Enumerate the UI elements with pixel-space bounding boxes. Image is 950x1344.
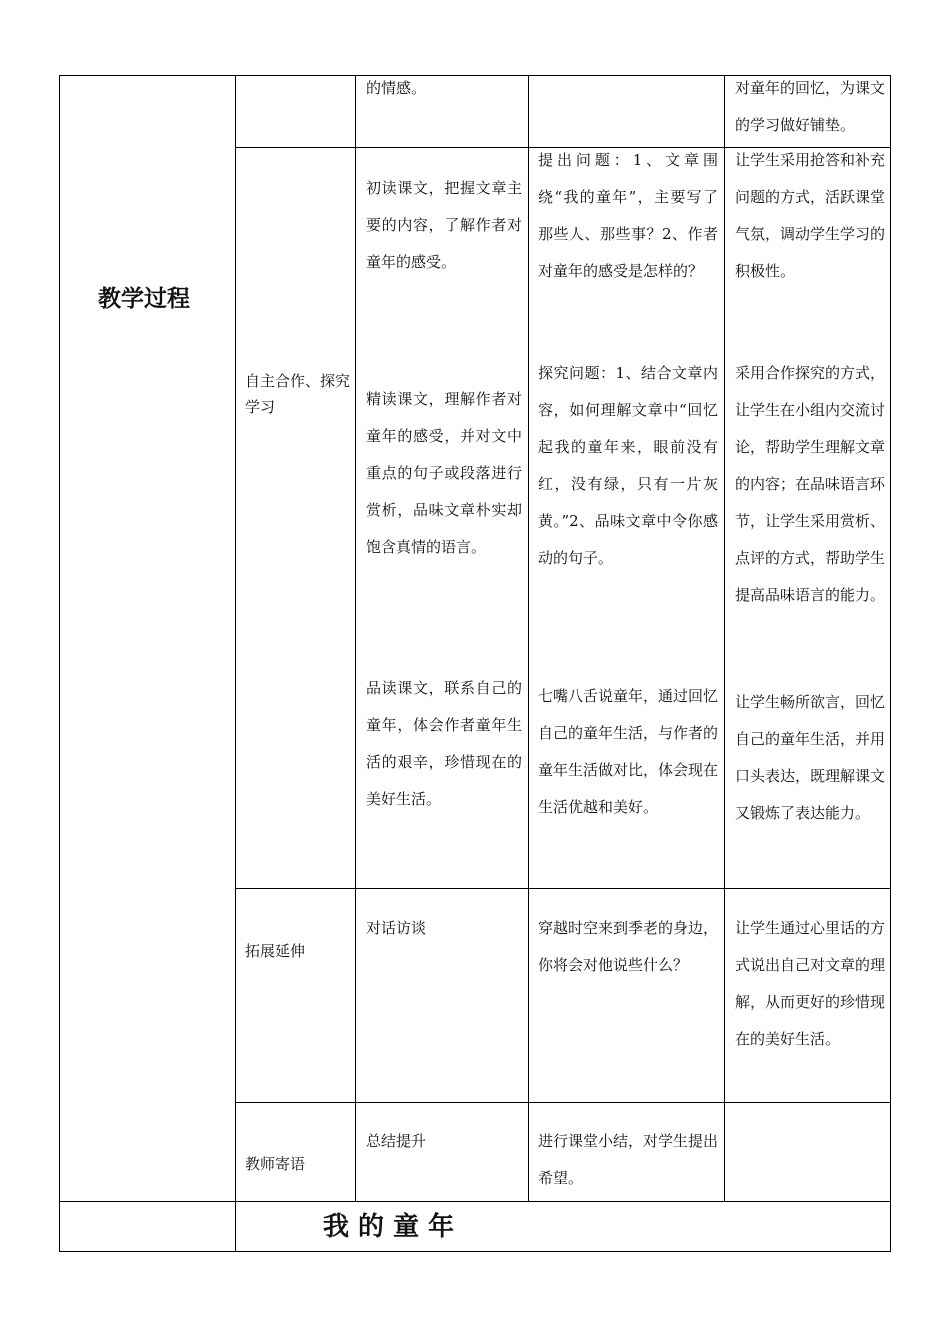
row-divider [236,888,891,889]
board-title: 我 的 童 年 [323,1212,455,1242]
row-1-block-1-purpose: 采用合作探究的方式，让学生在小组内交流讨论，帮助学生理解文章的内容；在品味语言环节，让学生采用赏析、点评的方式，帮助学生提高品味语言的能力。 [735,364,886,604]
row-1-block-2-teacher: 七嘴八舌说童年，通过回忆自己的童年生活，与作者的童年生活做对比，体会现在生活优越和美好。 [538,687,719,816]
row-3-content: 总结提升 [366,1132,427,1150]
table-border-bottom [59,1251,891,1252]
row-3-activity: 教师寄语 [245,1155,306,1173]
row-divider [236,1102,891,1103]
row-1-block-0-content: 初读课文，把握文章主要的内容，了解作者对童年的感受。 [366,179,522,271]
row-2-teacher: 穿越时空来到季老的身边，你将会对他说些什么？ [538,919,719,974]
table-border-right [890,75,891,1252]
table-border-left [59,75,60,1252]
column-divider [528,75,529,1202]
row-divider [59,1201,891,1202]
row-1-block-1-content: 精读课文，理解作者对童年的感受，并对文中重点的句子或段落进行赏析，品味文章朴实却饱含真情的语言。 [366,390,522,556]
row-3-teacher: 进行课堂小结，对学生提出希望。 [538,1132,719,1187]
row-1-block-1-teacher: 探究问题：1、结合文章内容，如何理解文章中“回忆起我的童年来，眼前没有红，没有绿，只有一片灰黄。”2、品味文章中令你感动的句子。 [538,364,718,567]
column-divider [235,75,236,1252]
row-1-block-0-teacher: 提出问题：1、文章围绕“我的童年”，主要写了那些人、那些事？2、作者对童年的感受是怎样的？ [538,151,718,280]
column-divider [355,75,356,1202]
column-divider [724,75,725,1202]
row-1-block-2-purpose: 让学生畅所欲言，回忆自己的童年生活，并用口头表达，既理解课文又锻炼了表达能力。 [735,693,886,822]
row-2-activity: 拓展延伸 [245,942,306,960]
row-1-block-2-content: 品读课文，联系自己的童年，体会作者童年生活的艰辛，珍惜现在的美好生活。 [366,679,522,808]
row-0-purpose: 对童年的回忆，为课文的学习做好铺垫。 [735,79,886,134]
row-0-content: 的情感。 [366,79,427,97]
row-1-activity: 自主合作、探究学习 [245,372,351,416]
row-1-block-0-purpose: 让学生采用抢答和补充问题的方式，活跃课堂气氛，调动学生学习的积极性。 [735,151,886,280]
row-2-content: 对话访谈 [366,919,427,937]
row-2-purpose: 让学生通过心里话的方式说出自己对文章的理解，从而更好的珍惜现在的美好生活。 [735,919,886,1048]
section-label: 教学过程 [98,286,190,312]
